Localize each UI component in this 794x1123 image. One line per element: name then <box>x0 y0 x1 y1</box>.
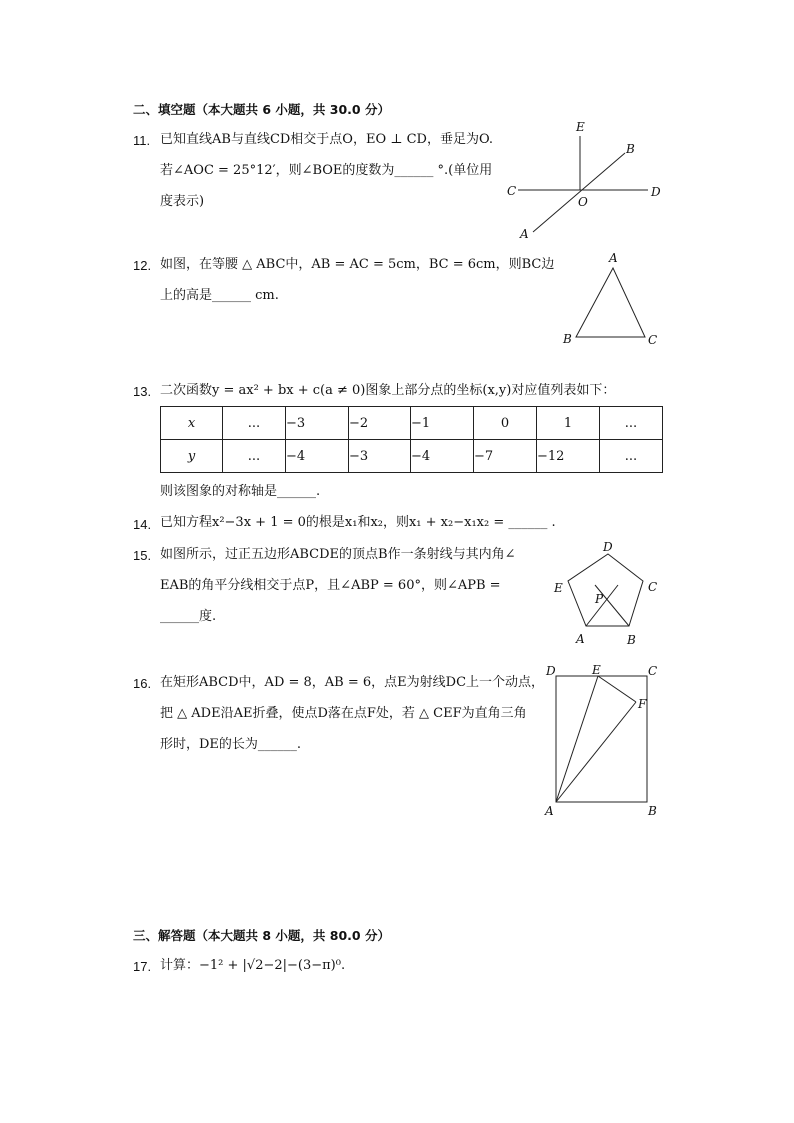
section-title-solve: 三、解答题（本大题共 8 小题，共 80.0 分） <box>133 928 390 943</box>
q14-text-line1: 已知方程x²−3x + 1 = 0的根是x₁和x₂，则x₁ + x₂−x₁x₂ = ______ . <box>160 515 556 530</box>
q16-label-F: F <box>638 697 647 711</box>
table-cell: −2 <box>349 407 411 440</box>
q12-text-line2: 上的高是______ cm. <box>160 288 279 303</box>
q15-label-E: E <box>554 581 563 595</box>
question-number-12: 12. <box>133 258 152 273</box>
question-number-13: 13. <box>133 384 152 399</box>
table-cell: x <box>161 407 223 440</box>
q15-label-B: B <box>627 633 636 647</box>
table-cell: y <box>161 440 223 473</box>
table-cell: ... <box>600 440 663 473</box>
q13-text-line1: 二次函数y = ax² + bx + c(a ≠ 0)图象上部分点的坐标(x,y)对应值列表如下： <box>160 383 616 398</box>
q16-label-C: C <box>648 664 658 678</box>
q15-text-line3: ______度. <box>160 609 217 624</box>
q15-label-C: C <box>648 580 658 594</box>
table-cell: −3 <box>286 407 349 440</box>
q11-label-E: E <box>576 120 585 134</box>
q16-label-D: D <box>546 664 556 678</box>
q16-text-line3: 形时，DE的长为______. <box>160 737 302 752</box>
q11-text-line1: 已知直线AB与直线CD相交于点O，EO ⊥ CD，垂足为O. <box>160 132 494 147</box>
q11-label-A: A <box>520 227 529 241</box>
q17-text-line1: 计算：−1² + |√2−2|−(3−π)⁰. <box>160 958 346 973</box>
table-cell: 1 <box>537 407 600 440</box>
q11-label-C: C <box>507 184 517 198</box>
table-cell: ... <box>223 407 286 440</box>
q15-label-P: P <box>595 592 604 606</box>
question-number-16: 16. <box>133 676 152 691</box>
q16-text-line2: 把 △ ADE沿AE折叠，使点D落在点F处，若 △ CEF为直角三角 <box>160 706 527 721</box>
q12-text-line1: 如图，在等腰 △ ABC中，AB = AC = 5cm，BC = 6cm，则BC边 <box>160 257 555 272</box>
q12-label-A: A <box>609 251 618 265</box>
q11-label-B: B <box>626 142 635 156</box>
table-cell: −7 <box>474 440 537 473</box>
q11-label-D: D <box>651 185 661 199</box>
question-number-11: 11. <box>133 133 151 148</box>
q16-label-E: E <box>592 663 601 677</box>
question-number-14: 14. <box>133 517 152 532</box>
question-number-15: 15. <box>133 548 152 563</box>
q15-text-line1: 如图所示，过正五边形ABCDE的顶点B作一条射线与其内角∠ <box>160 547 516 562</box>
q15-label-D: D <box>603 540 613 554</box>
table-cell: ... <box>600 407 663 440</box>
q16-label-A: A <box>545 804 554 818</box>
table-cell: −4 <box>411 440 474 473</box>
q15-label-A: A <box>576 632 585 646</box>
q16-label-B: B <box>648 804 657 818</box>
table-cell: ... <box>223 440 286 473</box>
q12-label-C: C <box>648 333 658 347</box>
q12-label-B: B <box>563 332 572 346</box>
table-cell: −4 <box>286 440 349 473</box>
q11-label-O: O <box>578 195 588 209</box>
q16-text-line1: 在矩形ABCD中，AD = 8，AB = 6，点E为射线DC上一个动点， <box>160 675 545 690</box>
q11-text-line3: 度表示) <box>160 194 205 209</box>
q13-text-line2: 则该图象的对称轴是______. <box>160 484 321 499</box>
section-title-fill-in: 二、填空题（本大题共 6 小题，共 30.0 分） <box>133 102 390 117</box>
table-cell: 0 <box>474 407 537 440</box>
table-cell: −1 <box>411 407 474 440</box>
table-cell: −3 <box>349 440 411 473</box>
q11-text-line2: 若∠AOC = 25°12′，则∠BOE的度数为______ °.(单位用 <box>160 163 493 178</box>
table-cell: −12 <box>537 440 600 473</box>
question-number-17: 17. <box>133 959 152 974</box>
q15-text-line2: EAB的角平分线相交于点P，且∠ABP = 60°，则∠APB = <box>160 578 501 593</box>
